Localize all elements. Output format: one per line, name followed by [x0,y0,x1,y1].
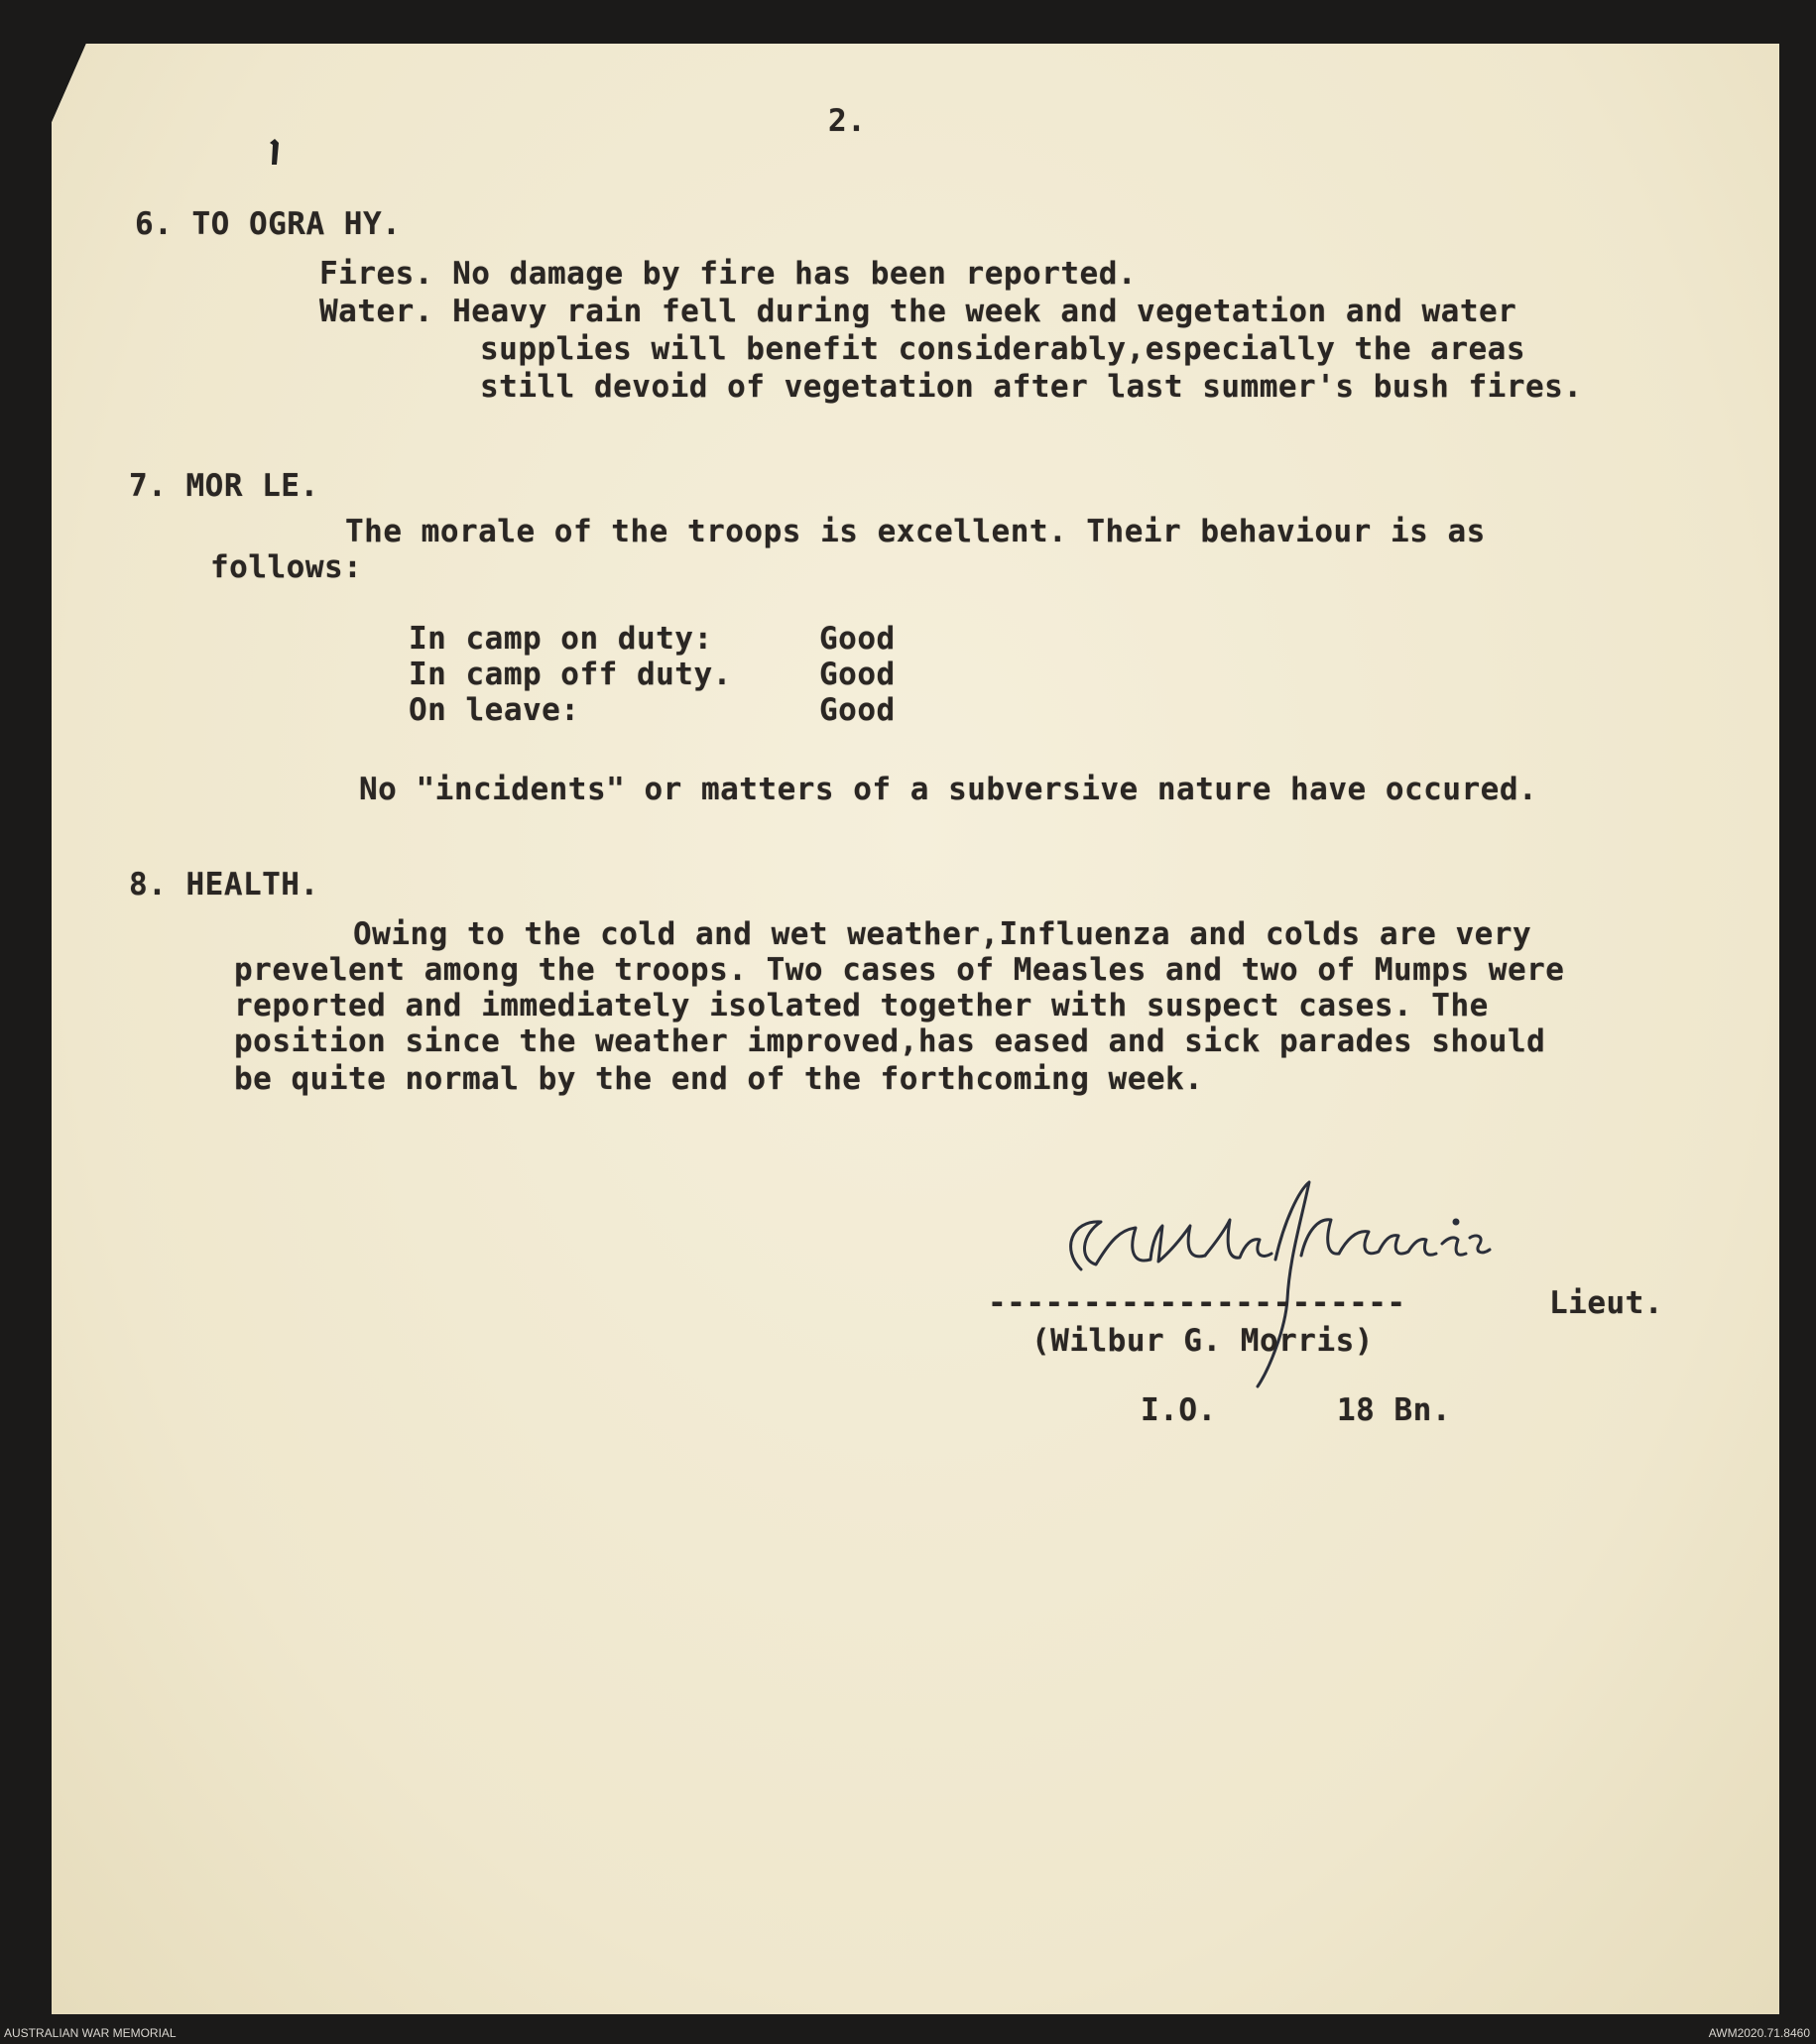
section-7-paragraph-line: The morale of the troops is excellent. Their behaviour is as [345,514,1486,549]
section-7-heading: 7. MOR LE. [129,468,319,504]
section-8-heading: 8. HEALTH. [129,867,319,902]
archive-credit: AUSTRALIAN WAR MEMORIAL [4,2026,177,2040]
section-6-fires-line: Fires. No damage by fire has been reported. [319,256,1138,292]
behaviour-label: In camp on duty: [409,621,713,657]
section-8-line: Owing to the cold and wet weather,Influenza and colds are very [353,916,1532,952]
behaviour-value: Good [819,692,896,728]
section-6-heading: 6. TO OGRA HY. [135,206,402,242]
behaviour-value: Good [819,657,896,692]
section-7-incidents-line: No "incidents" or matters of a subversive nature have occured. [359,772,1538,807]
behaviour-label: In camp off duty. [409,657,732,692]
archive-reference-number: AWM2020.71.8460 [1708,2026,1810,2040]
section-6-water-line: still devoid of vegetation after last summer's bush fires. [480,369,1583,405]
section-6-water-line: supplies will benefit considerably,especially the areas [480,331,1525,367]
handwritten-signature [1041,1160,1508,1398]
signatory-unit: 18 Bn. [1337,1392,1451,1428]
page-number: 2. [828,103,867,139]
signature-line: ---------------------- [988,1285,1406,1321]
section-6-water-line: Water. Heavy rain fell during the week and vegetation and water [319,294,1517,329]
signatory-name: (Wilbur G. Morris) [1031,1323,1374,1359]
behaviour-label: On leave: [409,692,580,728]
signatory-position: I.O. [1141,1392,1217,1428]
section-7-paragraph-line: follows: [210,549,363,585]
section-8-line: position since the weather improved,has eased and sick parades should [234,1023,1546,1059]
section-8-line: be quite normal by the end of the forthcoming week. [234,1061,1204,1097]
behaviour-value: Good [819,621,896,657]
section-8-line: prevelent among the troops. Two cases of Measles and two of Mumps were [234,952,1565,988]
section-8-line: reported and immediately isolated together with suspect cases. The [234,988,1489,1023]
signatory-rank: Lieut. [1549,1285,1663,1321]
punch-mark-icon [268,139,282,165]
